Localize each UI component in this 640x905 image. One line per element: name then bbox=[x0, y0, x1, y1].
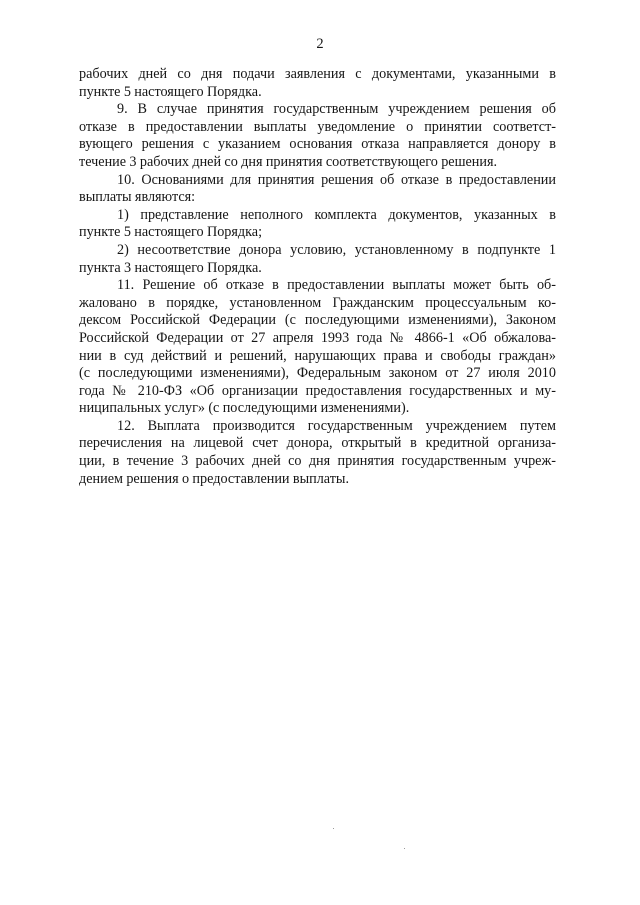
text-line: перечисления на лицевой счет донора, открытый в кредитной организа- bbox=[79, 435, 556, 452]
text-line: жаловано в порядке, установленном Гражданским процессуальным ко- bbox=[79, 294, 556, 311]
text-line: нии в суд действий и решений, нарушающих права и свободы граждан» bbox=[79, 347, 556, 364]
text-line: ции, в течение 3 рабочих дней со дня принятия государственным учреж- bbox=[79, 453, 556, 470]
text-line: пункта 3 настоящего Порядка. bbox=[79, 259, 262, 276]
text-line: дением решения о предоставлении выплаты. bbox=[79, 470, 349, 487]
text-line: дексом Российской Федерации (с последующими изменениями), Законом bbox=[79, 312, 556, 329]
scan-speck bbox=[404, 848, 405, 849]
text-line: года № 210-ФЗ «Об организации предоставления государственных и му- bbox=[79, 382, 556, 399]
text-line: рабочих дней со дня подачи заявления с документами, указанными в bbox=[79, 66, 556, 82]
list-item-1-line: 1) представление неполного комплекта документов, указанных в bbox=[117, 206, 556, 223]
paragraph-9-line: 9. В случае принятия государственным учреждением решения об bbox=[117, 101, 556, 118]
paragraph-11-line: 11. Решение об отказе в предоставлении выплаты может быть об- bbox=[117, 277, 556, 294]
page-number: 2 bbox=[316, 36, 324, 52]
paragraph-10-line: 10. Основаниями для принятия решения об отказе в предоставлении bbox=[117, 171, 556, 188]
text-line: вующего решения с указанием основания отказа направляется донору в bbox=[79, 136, 556, 153]
text-line: пункте 5 настоящего Порядка; bbox=[79, 224, 263, 241]
document-body bbox=[79, 66, 556, 488]
text-line: ниципальных услуг» (с последующими изменениями). bbox=[79, 400, 410, 417]
scan-speck bbox=[333, 828, 334, 829]
list-item-2-line: 2) несоответствие донора условию, установленному в подпункте 1 bbox=[117, 241, 556, 258]
text-line: отказе в предоставлении выплаты уведомление о принятии соответст- bbox=[79, 118, 556, 135]
text-line: (с последующими изменениями), Федеральным законом от 27 июля 2010 bbox=[79, 365, 556, 382]
text-line: выплаты являются: bbox=[79, 189, 196, 206]
text-line: Российской Федерации от 27 апреля 1993 года № 4866-1 «Об обжалова- bbox=[79, 329, 556, 346]
text-line: пункте 5 настоящего Порядка. bbox=[79, 83, 262, 100]
text-line: течение 3 рабочих дней со дня принятия соответствующего решения. bbox=[79, 153, 498, 170]
paragraph-12-line: 12. Выплата производится государственным учреждением путем bbox=[117, 417, 556, 434]
